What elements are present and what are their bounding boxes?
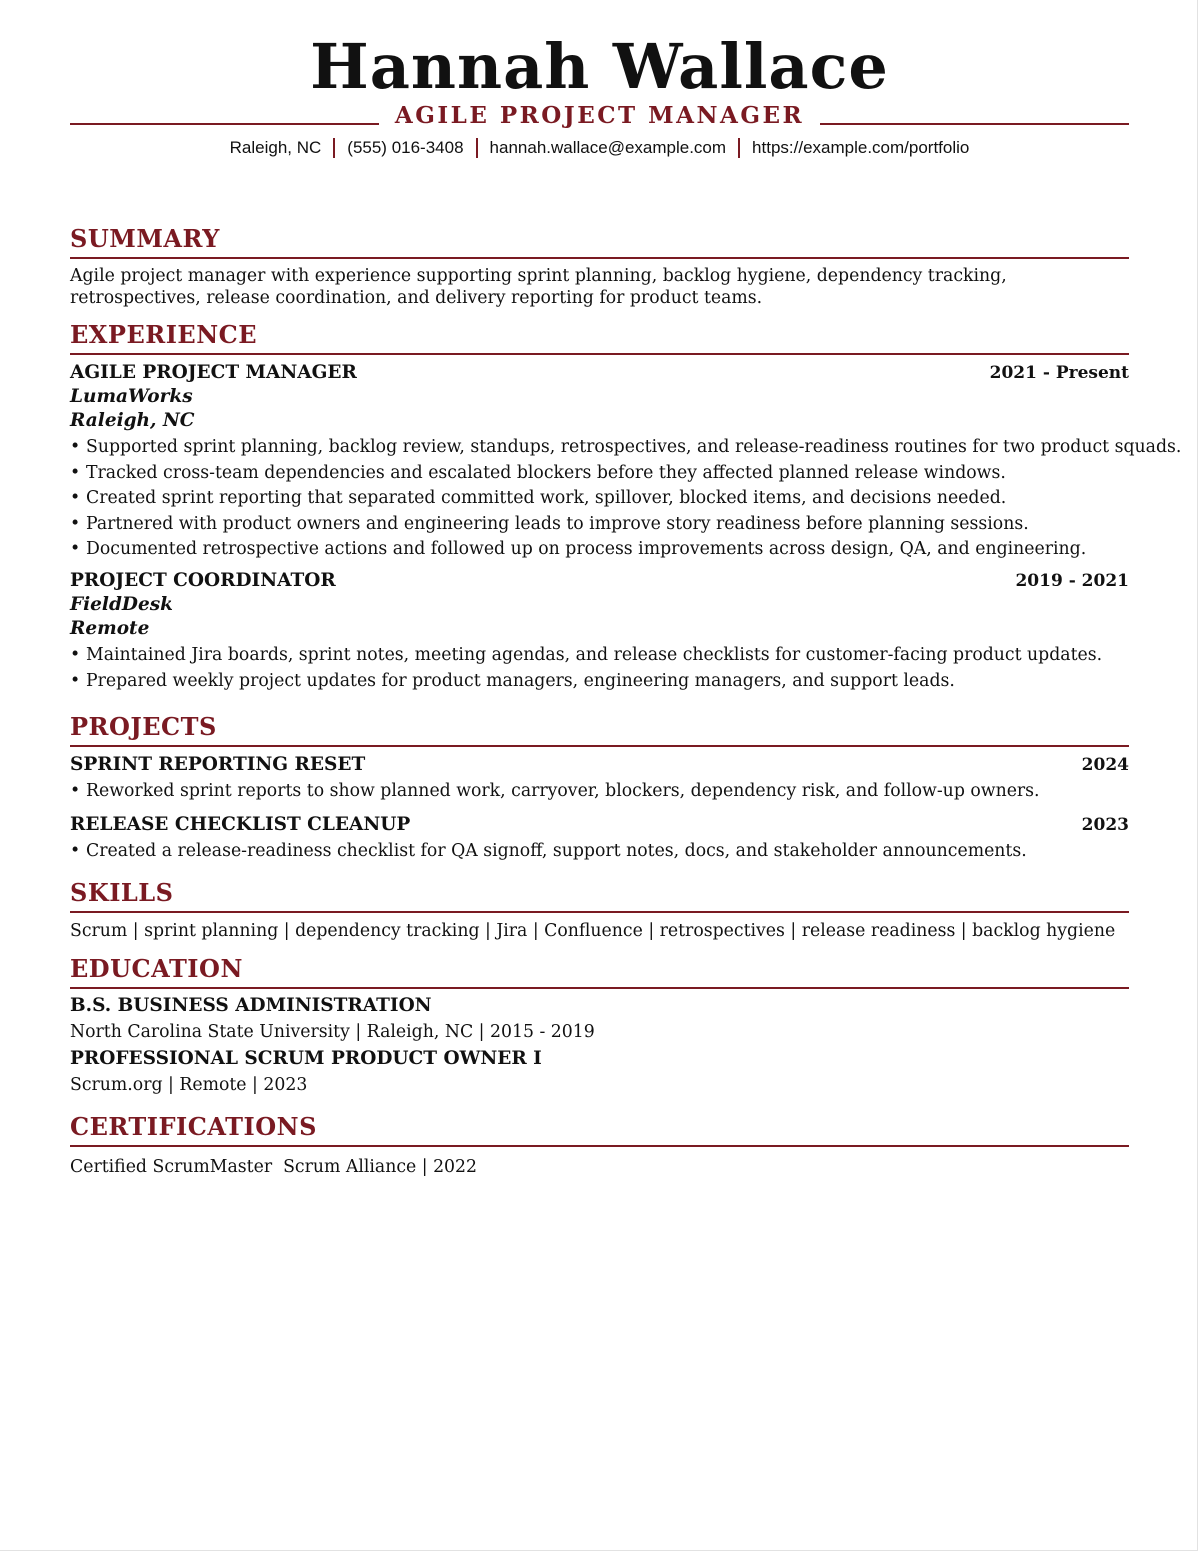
contact-bar xyxy=(70,136,1129,160)
experience-section xyxy=(70,320,1182,694)
contact-phone: (555) 016-3408 xyxy=(347,138,464,157)
skills-heading: SKILLS xyxy=(70,878,1129,913)
degree-details: Scrum.org | Remote | 2023 xyxy=(70,1075,308,1095)
contact-separator xyxy=(476,138,478,158)
job-bullets xyxy=(70,435,1182,563)
project-bullets xyxy=(70,779,1129,805)
contact-email[interactable]: hannah.wallace@example.com xyxy=(489,138,727,157)
certifications-text: Certified ScrumMaster Scrum Alliance | 2022 xyxy=(70,1157,478,1177)
job-entry xyxy=(70,569,1129,694)
job-location: Raleigh, NC xyxy=(70,410,195,431)
education-heading: EDUCATION xyxy=(70,954,1129,989)
job-bullets xyxy=(70,643,1129,694)
project-year: 2024 xyxy=(1081,755,1129,775)
job-header xyxy=(70,361,1129,385)
experience-heading: EXPERIENCE xyxy=(70,320,1129,355)
project-year: 2023 xyxy=(1081,814,1129,835)
certifications-section xyxy=(70,1112,1129,1178)
role-row xyxy=(70,102,1129,130)
education-section xyxy=(70,954,1129,1096)
degree-title: PROFESSIONAL SCRUM PRODUCT OWNER I xyxy=(70,1048,542,1069)
education-entry xyxy=(70,994,1129,1043)
job-company: LumaWorks xyxy=(70,386,193,407)
list-item: • Prepared weekly project updates for product managers, engineering managers, and support leads. xyxy=(70,669,1129,695)
job-entry xyxy=(70,361,1182,563)
degree-title: B.S. BUSINESS ADMINISTRATION xyxy=(70,995,432,1016)
resume-content xyxy=(70,0,1182,1177)
job-title: PROJECT COORDINATOR xyxy=(70,569,336,591)
project-title: RELEASE CHECKLIST CLEANUP xyxy=(70,813,411,835)
job-location: Remote xyxy=(70,617,150,639)
contact-separator xyxy=(333,138,335,158)
summary-heading: SUMMARY xyxy=(70,224,1129,259)
role-divider-left xyxy=(70,123,379,125)
job-dates: 2021 - Present xyxy=(989,363,1129,383)
project-entry xyxy=(70,753,1129,805)
list-item: • Documented retrospective actions and followed up on process improvements across design, QA, and engineering. xyxy=(70,537,1129,563)
contact-portfolio-link[interactable]: https://example.com/portfolio xyxy=(752,138,970,157)
job-header xyxy=(70,569,1129,593)
projects-section xyxy=(70,712,1129,864)
job-dates: 2019 - 2021 xyxy=(1015,570,1129,591)
projects-heading: PROJECTS xyxy=(70,712,1129,747)
list-item: • Supported sprint planning, backlog review, standups, retrospectives, and release-readiness routines for two product squads. xyxy=(70,435,1129,461)
summary-text: Agile project manager with experience supporting sprint planning, backlog hygiene, dependency tracking, retrospectives, release coordination, and delivery reporting for product teams. xyxy=(70,266,1007,308)
job-company: FieldDesk xyxy=(70,593,173,615)
contact-location: Raleigh, NC xyxy=(229,138,322,157)
project-bullets xyxy=(70,839,1129,865)
skills-text: Scrum | sprint planning | dependency tracking | Jira | Confluence | retrospectives | release readiness | backlog hygiene xyxy=(70,921,1116,941)
list-item: • Created a release-readiness checklist for QA signoff, support notes, docs, and stakeholder announcements. xyxy=(70,839,1129,865)
education-entry xyxy=(70,1047,1129,1096)
job-title: AGILE PROJECT MANAGER xyxy=(70,362,357,383)
list-item: • Reworked sprint reports to show planned work, carryover, blockers, dependency risk, and follow-up owners. xyxy=(70,779,1129,805)
degree-details: North Carolina State University | Raleigh, NC | 2015 - 2019 xyxy=(70,1022,595,1042)
contact-separator xyxy=(738,138,740,158)
project-header xyxy=(70,753,1129,777)
list-item: • Maintained Jira boards, sprint notes, meeting agendas, and release checklists for customer-facing product updates. xyxy=(70,643,1129,669)
skills-section xyxy=(70,878,1129,942)
list-item: • Partnered with product owners and engineering leads to improve story readiness before planning sessions. xyxy=(70,512,1129,538)
project-entry xyxy=(70,813,1129,865)
project-title: SPRINT REPORTING RESET xyxy=(70,754,366,775)
candidate-name: Hannah Wallace xyxy=(310,30,889,103)
list-item: • Tracked cross-team dependencies and escalated blockers before they affected planned release windows. xyxy=(70,461,1129,487)
list-item: • Created sprint reporting that separated committed work, spillover, blocked items, and decisions needed. xyxy=(70,486,1129,512)
project-header xyxy=(70,813,1129,837)
summary-section xyxy=(70,224,1129,309)
role-divider-right xyxy=(820,123,1129,125)
candidate-role: AGILE PROJECT MANAGER xyxy=(394,102,805,129)
certifications-heading: CERTIFICATIONS xyxy=(70,1112,1129,1147)
